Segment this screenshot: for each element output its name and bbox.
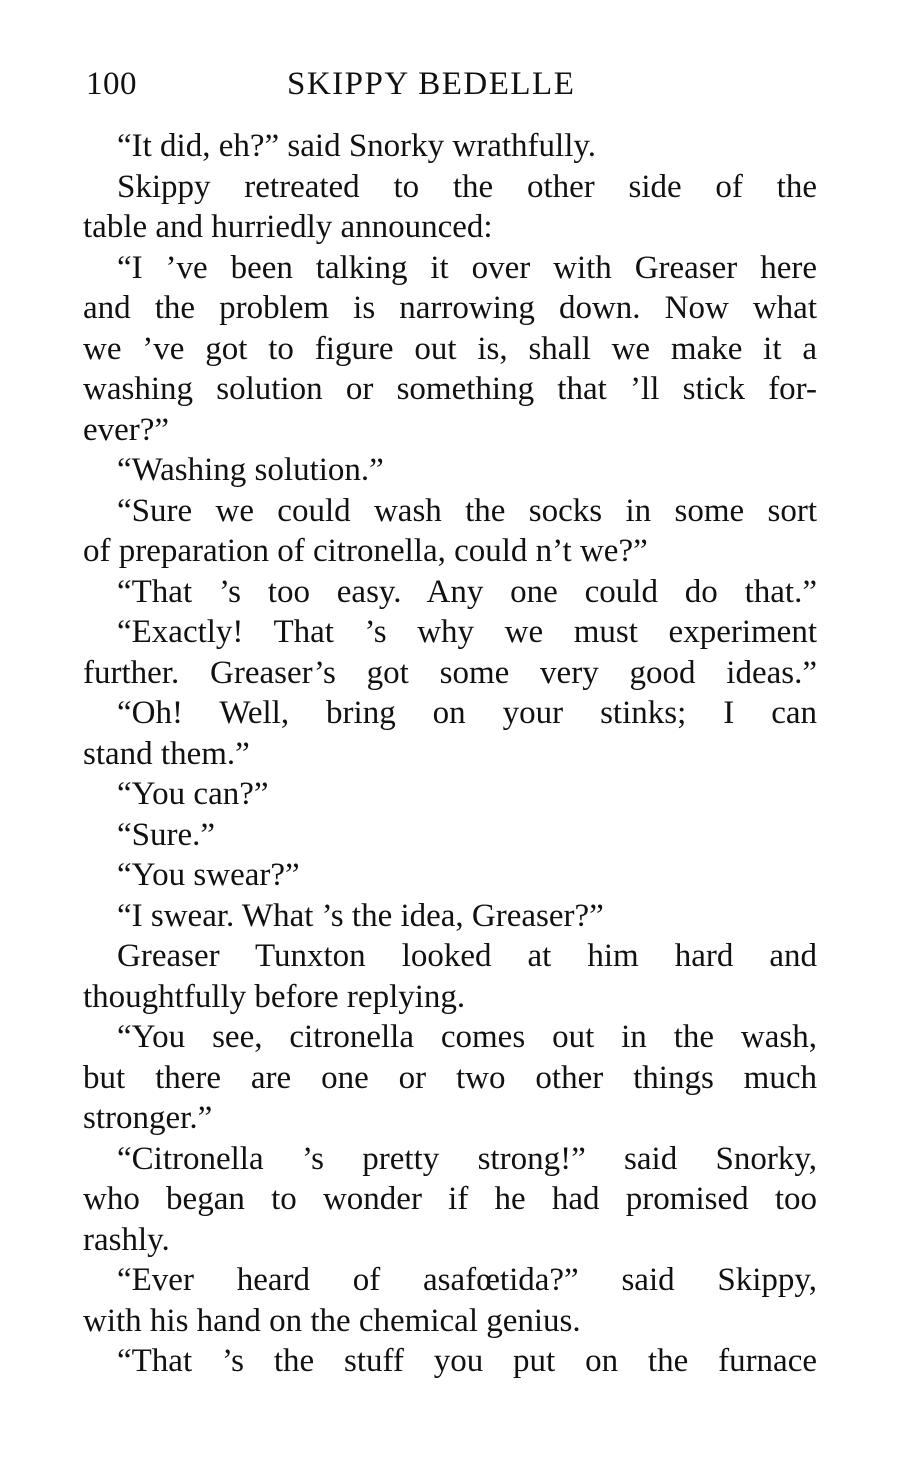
text-line: table and hurriedly announced:: [83, 209, 493, 245]
text-line: of preparation of citronella, could n’t we?”: [83, 533, 648, 569]
text-line: thoughtfully before replying.: [83, 978, 466, 1015]
text-line: “Oh! Well, bring on your stinks; I can: [117, 695, 817, 731]
text-line: “You can?”: [117, 776, 269, 812]
text-line: Greaser Tunxton looked at him hard and: [117, 938, 817, 974]
text-line: who began to wonder if he had promised too: [83, 1181, 817, 1217]
text-line: stronger.”: [83, 1100, 213, 1136]
text-line: “Citronella ’s pretty strong!” said Snorky,: [117, 1140, 817, 1177]
text-line: “It did, eh?” said Snorky wrathfully.: [117, 128, 596, 164]
text-line: “That ’s the stuff you put on the furnace: [117, 1343, 817, 1379]
body-text: [83, 126, 817, 1382]
text-line: “That ’s too easy. Any one could do that.”: [117, 573, 817, 610]
page-number: 100: [86, 66, 137, 102]
text-line: “You see, citronella comes out in the wash,: [117, 1019, 817, 1055]
book-page: [83, 56, 817, 1382]
text-line: “Sure.”: [117, 816, 216, 853]
text-line: further. Greaser’s got some very good ideas.”: [83, 654, 817, 691]
text-line: stand them.”: [83, 735, 250, 772]
text-line: “Sure we could wash the socks in some sort: [117, 492, 817, 529]
text-line: with his hand on the chemical genius.: [83, 1302, 581, 1339]
text-line: and the problem is narrowing down. Now what: [83, 290, 817, 326]
text-line: washing solution or something that ’ll stick for-: [83, 371, 817, 407]
text-line: rashly.: [83, 1221, 170, 1258]
text-line: ever?”: [83, 411, 170, 448]
text-line: “You swear?”: [117, 857, 300, 893]
text-line: “Washing solution.”: [117, 452, 384, 488]
text-line: “I ’ve been talking it over with Greaser here: [117, 249, 817, 286]
text-line: “Exactly! That ’s why we must experiment: [117, 614, 817, 650]
text-line: “Ever heard of asafœtida?” said Skippy,: [117, 1262, 817, 1298]
text-line: Skippy retreated to the other side of the: [117, 168, 817, 205]
text-line: “I swear. What ’s the idea, Greaser?”: [117, 897, 604, 934]
text-line: we ’ve got to figure out is, shall we make it a: [83, 330, 817, 367]
page-header: [83, 56, 817, 112]
text-line: but there are one or two other things much: [83, 1059, 817, 1096]
running-title: SKIPPY BEDELLE: [287, 66, 576, 102]
